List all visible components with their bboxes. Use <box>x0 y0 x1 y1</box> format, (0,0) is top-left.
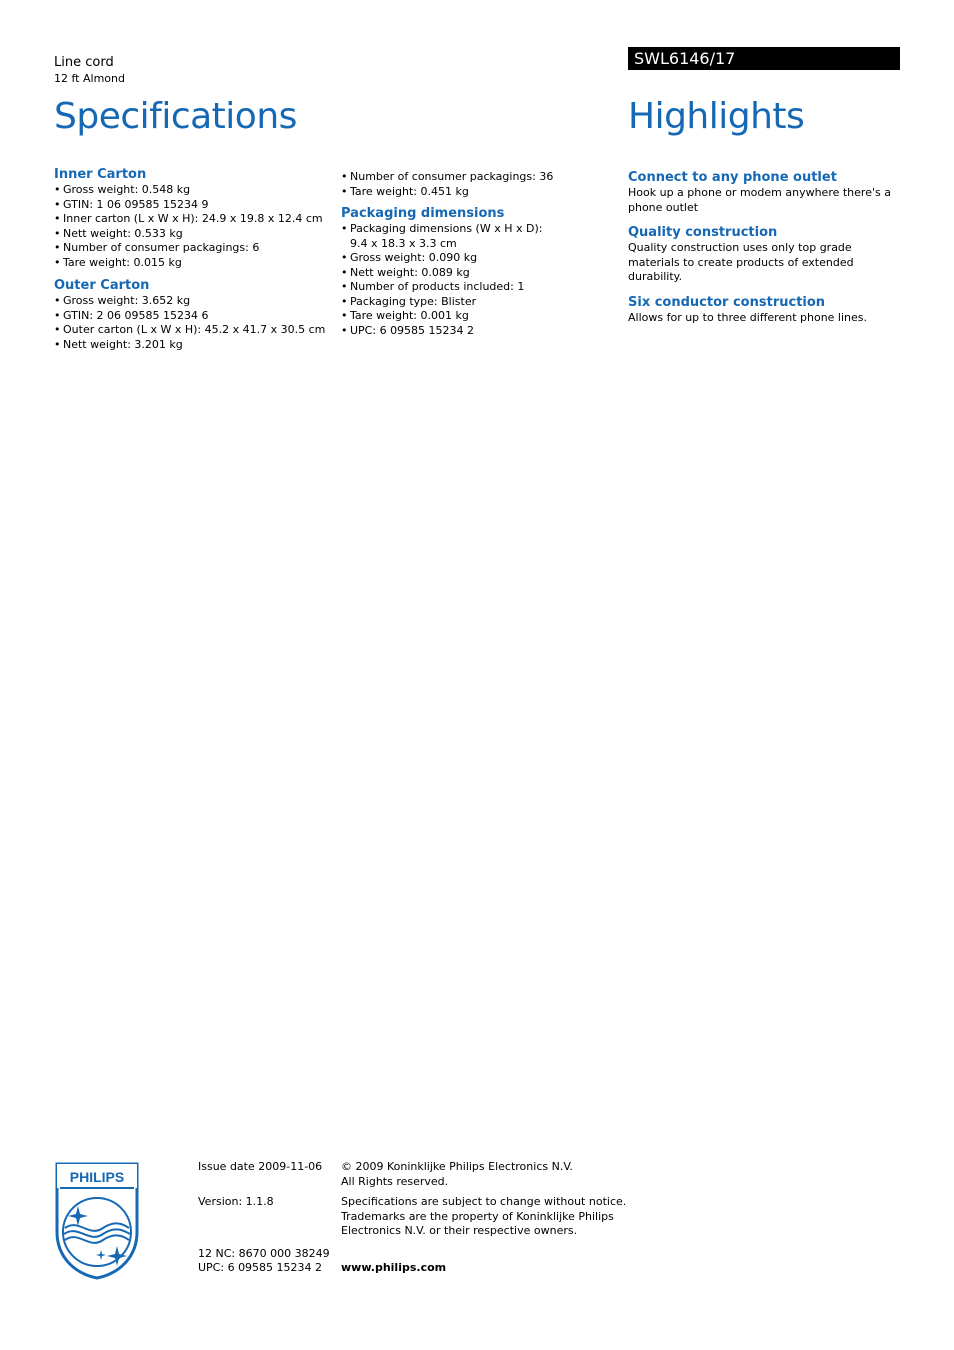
list-item: • Gross weight: 0.548 kg <box>54 183 334 198</box>
legal-notice <box>341 1195 626 1239</box>
list-item: • Tare weight: 0.001 kg <box>341 309 621 324</box>
model-number-bar: SWL6146/17 <box>628 47 900 70</box>
list-item: • Tare weight: 0.451 kg <box>341 185 621 200</box>
copyright-line: All Rights reserved. <box>341 1174 449 1188</box>
website <box>341 1261 446 1276</box>
list-item: • GTIN: 2 06 09585 15234 6 <box>54 309 334 324</box>
list-item: • Number of consumer packagings: 36 <box>341 170 621 185</box>
packaging-dimensions-label: Packaging dimensions (W x H x D): <box>350 222 543 235</box>
highlight-text: Hook up a phone or modem anywhere there's a phone outlet <box>628 186 891 214</box>
notice-line: Trademarks are the property of Koninklijke Philips <box>341 1209 614 1223</box>
highlight-title: Six conductor construction <box>628 294 826 310</box>
inner-carton-title: Inner Carton <box>54 167 147 182</box>
packaging-dimensions-list <box>341 222 621 338</box>
list-item: • Tare weight: 0.015 kg <box>54 256 334 271</box>
list-item: • Gross weight: 0.090 kg <box>341 251 621 266</box>
issue-date: Issue date 2009-11-06 <box>198 1160 323 1173</box>
product-variant: 12 ft Almond <box>54 72 125 85</box>
highlights-title: Highlights <box>628 96 805 137</box>
packaging-dimensions-title: Packaging dimensions <box>341 206 505 221</box>
highlight-text: Allows for up to three different phone lines. <box>628 310 868 324</box>
copyright <box>341 1160 573 1189</box>
product-name: Line cord <box>54 55 114 70</box>
outer-carton-title: Outer Carton <box>54 278 150 293</box>
footer-upc: UPC: 6 09585 15234 2 <box>198 1261 323 1274</box>
list-item: • Nett weight: 0.533 kg <box>54 227 334 242</box>
philips-logo <box>54 1162 140 1280</box>
notice-line: Electronics N.V. or their respective owners. <box>341 1224 578 1237</box>
packaging-dimensions-value: 9.4 x 18.3 x 3.3 cm <box>350 236 457 250</box>
list-item <box>341 222 621 251</box>
highlight-item <box>628 295 900 326</box>
list-item: • Inner carton (L x W x H): 24.9 x 19.8 x 12.4 cm <box>54 212 334 227</box>
spec-column-left <box>54 167 334 352</box>
notice-line: Specifications are subject to change without notice. <box>341 1195 627 1208</box>
version: Version: 1.1.8 <box>198 1195 274 1208</box>
specifications-title: Specifications <box>54 96 297 137</box>
list-item: • Packaging type: Blister <box>341 295 621 310</box>
copyright-line: © 2009 Koninklijke Philips Electronics N.V. <box>341 1160 573 1173</box>
highlight-title: Quality construction <box>628 225 778 240</box>
logo-wordmark: PHILIPS <box>69 1169 125 1185</box>
outer-carton-list <box>54 294 334 352</box>
highlight-item <box>628 225 900 285</box>
website-link[interactable]: www.philips.com <box>341 1261 447 1274</box>
philips-shield-icon <box>54 1162 140 1280</box>
list-item: • Number of products included: 1 <box>341 280 621 295</box>
highlight-item <box>628 170 900 215</box>
highlights-column <box>628 170 900 335</box>
outer-carton-list-continued <box>341 170 621 199</box>
list-item: • Outer carton (L x W x H): 45.2 x 41.7 x 30.5 cm <box>54 323 334 338</box>
list-item: • GTIN: 1 06 09585 15234 9 <box>54 198 334 213</box>
list-item: • Gross weight: 3.652 kg <box>54 294 334 309</box>
list-item: • Nett weight: 0.089 kg <box>341 266 621 281</box>
inner-carton-list <box>54 183 334 270</box>
spec-column-right <box>341 170 621 338</box>
twelve-nc: 12 NC: 8670 000 38249 <box>198 1247 330 1260</box>
list-item: • Number of consumer packagings: 6 <box>54 241 334 256</box>
list-item: • UPC: 6 09585 15234 2 <box>341 324 621 339</box>
highlight-text: Quality construction uses only top grade materials to create products of extended durability. <box>628 241 854 283</box>
highlight-title: Connect to any phone outlet <box>628 170 837 185</box>
list-item: • Nett weight: 3.201 kg <box>54 338 334 353</box>
